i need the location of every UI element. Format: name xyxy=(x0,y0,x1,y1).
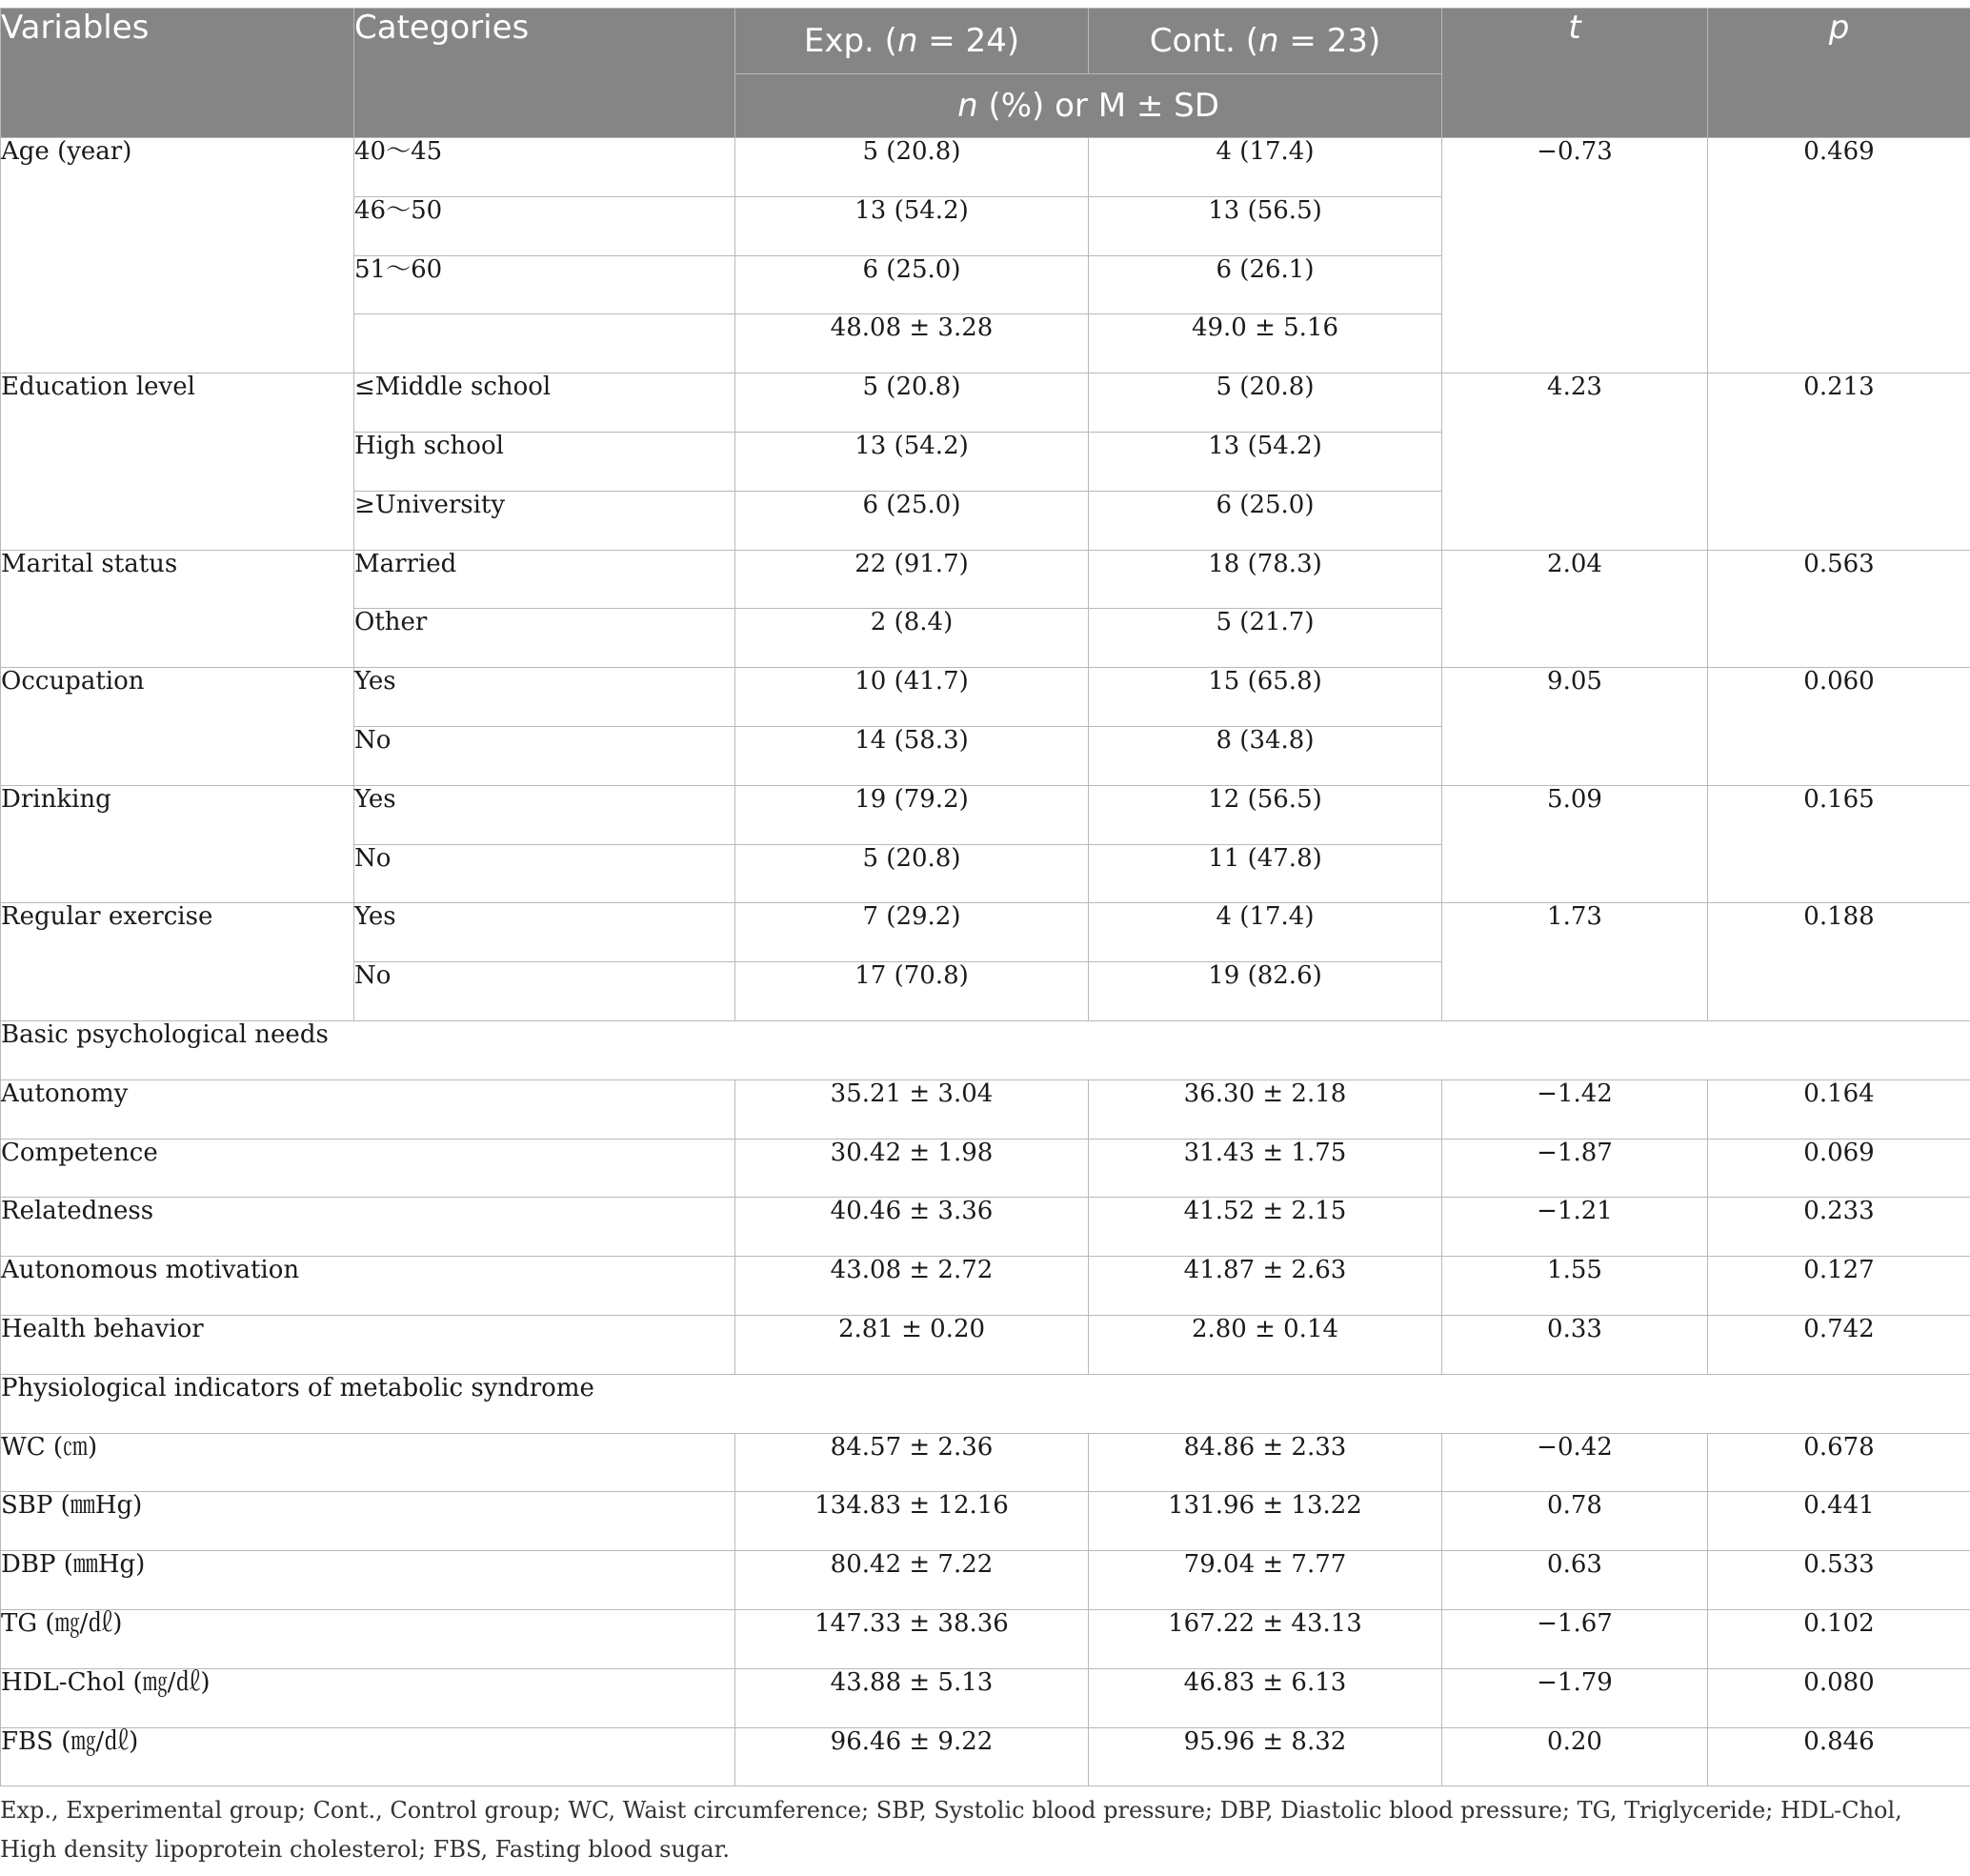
category-cell: No xyxy=(354,962,735,1021)
exp-cell: 5 (20.8) xyxy=(735,373,1089,433)
exp-cell: 13 (54.2) xyxy=(735,196,1089,255)
t-cell: −1.42 xyxy=(1442,1079,1708,1139)
p-cell: 0.127 xyxy=(1708,1257,1970,1316)
cont-cell: 11 (47.8) xyxy=(1089,844,1442,903)
cont-cell: 4 (17.4) xyxy=(1089,903,1442,962)
exp-cell: 80.42 ± 7.22 xyxy=(735,1551,1089,1610)
measure-label: TG (㎎/㎗) xyxy=(1,1609,735,1668)
cont-cell: 6 (25.0) xyxy=(1089,491,1442,550)
cont-cell: 5 (20.8) xyxy=(1089,373,1442,433)
section-heading: Basic psychological needs xyxy=(1,1020,1970,1079)
exp-cell: 19 (79.2) xyxy=(735,785,1089,844)
t-cell: −1.21 xyxy=(1442,1198,1708,1257)
t-cell: 2.04 xyxy=(1442,550,1708,668)
exp-cell: 13 (54.2) xyxy=(735,432,1089,491)
p-cell: 0.080 xyxy=(1708,1668,1970,1727)
cont-cell: 41.52 ± 2.15 xyxy=(1089,1198,1442,1257)
exp-cell: 96.46 ± 9.22 xyxy=(735,1727,1089,1786)
header-cont: Cont. (n = 23) xyxy=(1089,9,1442,74)
cont-cell: 167.22 ± 43.13 xyxy=(1089,1609,1442,1668)
header-categories: Categories xyxy=(354,9,735,138)
header-t: t xyxy=(1442,9,1708,138)
category-cell: 51～60 xyxy=(354,255,735,314)
measure-label: Competence xyxy=(1,1139,735,1198)
exp-cell: 6 (25.0) xyxy=(735,255,1089,314)
exp-cell: 84.57 ± 2.36 xyxy=(735,1433,1089,1492)
exp-cell: 5 (20.8) xyxy=(735,138,1089,197)
cont-cell: 84.86 ± 2.33 xyxy=(1089,1433,1442,1492)
category-cell: High school xyxy=(354,432,735,491)
characteristics-table xyxy=(0,8,1970,1786)
t-cell: 9.05 xyxy=(1442,668,1708,786)
p-cell: 0.164 xyxy=(1708,1079,1970,1139)
p-cell: 0.069 xyxy=(1708,1139,1970,1198)
measure-label: HDL-Chol (㎎/㎗) xyxy=(1,1668,735,1727)
cont-cell: 19 (82.6) xyxy=(1089,962,1442,1021)
table-container xyxy=(0,8,1970,1786)
exp-cell: 35.21 ± 3.04 xyxy=(735,1079,1089,1139)
header-p: p xyxy=(1708,9,1970,138)
exp-cell: 14 (58.3) xyxy=(735,726,1089,785)
table-row xyxy=(1,903,1970,962)
measure-label: DBP (㎜Hg) xyxy=(1,1551,735,1610)
cont-cell: 8 (34.8) xyxy=(1089,726,1442,785)
p-cell: 0.165 xyxy=(1708,785,1970,903)
cont-cell: 12 (56.5) xyxy=(1089,785,1442,844)
exp-cell: 2 (8.4) xyxy=(735,609,1089,668)
table-header xyxy=(1,9,1970,138)
cont-cell: 79.04 ± 7.77 xyxy=(1089,1551,1442,1610)
exp-cell: 6 (25.0) xyxy=(735,491,1089,550)
cont-cell: 15 (65.8) xyxy=(1089,668,1442,727)
t-cell: 0.63 xyxy=(1442,1551,1708,1610)
cont-cell: 13 (54.2) xyxy=(1089,432,1442,491)
measure-label: Health behavior xyxy=(1,1315,735,1374)
exp-cell: 40.46 ± 3.36 xyxy=(735,1198,1089,1257)
t-cell: 0.33 xyxy=(1442,1315,1708,1374)
table-row xyxy=(1,1433,1970,1492)
category-cell: Yes xyxy=(354,785,735,844)
p-cell: 0.233 xyxy=(1708,1198,1970,1257)
table-row xyxy=(1,1609,1970,1668)
exp-cell: 43.08 ± 2.72 xyxy=(735,1257,1089,1316)
t-cell: −1.67 xyxy=(1442,1609,1708,1668)
section-row xyxy=(1,1020,1970,1079)
cont-cell: 4 (17.4) xyxy=(1089,138,1442,197)
cont-cell: 95.96 ± 8.32 xyxy=(1089,1727,1442,1786)
exp-cell: 43.88 ± 5.13 xyxy=(735,1668,1089,1727)
table-row xyxy=(1,1257,1970,1316)
exp-cell: 7 (29.2) xyxy=(735,903,1089,962)
p-cell: 0.742 xyxy=(1708,1315,1970,1374)
exp-cell: 2.81 ± 0.20 xyxy=(735,1315,1089,1374)
exp-cell: 48.08 ± 3.28 xyxy=(735,314,1089,373)
table-footnote: Exp., Experimental group; Cont., Control group; WC, Waist circumference; SBP, Systolic blood pressure; DBP, Diastolic blood pressure; TG, Triglyceride; HDL-Chol, High density lipoprotein cholesterol; FBS, Fasting blood sugar. xyxy=(0,1797,1902,1863)
p-cell: 0.188 xyxy=(1708,903,1970,1021)
cont-cell: 6 (26.1) xyxy=(1089,255,1442,314)
table-row xyxy=(1,1727,1970,1786)
variable-cell: Education level xyxy=(1,373,354,550)
exp-cell: 17 (70.8) xyxy=(735,962,1089,1021)
measure-label: FBS (㎎/㎗) xyxy=(1,1727,735,1786)
exp-cell: 30.42 ± 1.98 xyxy=(735,1139,1089,1198)
table-row xyxy=(1,1315,1970,1374)
variable-cell: Drinking xyxy=(1,785,354,903)
cont-cell: 2.80 ± 0.14 xyxy=(1089,1315,1442,1374)
cont-cell: 131.96 ± 13.22 xyxy=(1089,1492,1442,1551)
table-row xyxy=(1,1668,1970,1727)
variable-cell: Regular exercise xyxy=(1,903,354,1021)
table-row xyxy=(1,785,1970,844)
header-variables: Variables xyxy=(1,9,354,138)
p-cell: 0.213 xyxy=(1708,373,1970,550)
t-cell: 4.23 xyxy=(1442,373,1708,550)
t-cell: 1.73 xyxy=(1442,903,1708,1021)
p-cell: 0.469 xyxy=(1708,138,1970,373)
t-cell: 0.78 xyxy=(1442,1492,1708,1551)
header-stat-type: n (%) or M ± SD xyxy=(735,74,1442,138)
section-heading: Physiological indicators of metabolic syndrome xyxy=(1,1374,1970,1433)
t-cell: 0.20 xyxy=(1442,1727,1708,1786)
p-cell: 0.563 xyxy=(1708,550,1970,668)
cont-cell: 41.87 ± 2.63 xyxy=(1089,1257,1442,1316)
exp-cell: 5 (20.8) xyxy=(735,844,1089,903)
table-row xyxy=(1,668,1970,727)
exp-cell: 22 (91.7) xyxy=(735,550,1089,609)
cont-cell: 49.0 ± 5.16 xyxy=(1089,314,1442,373)
cont-cell: 36.30 ± 2.18 xyxy=(1089,1079,1442,1139)
measure-label: Autonomy xyxy=(1,1079,735,1139)
t-cell: −0.42 xyxy=(1442,1433,1708,1492)
measure-label: Relatedness xyxy=(1,1198,735,1257)
variable-cell: Age (year) xyxy=(1,138,354,373)
category-cell xyxy=(354,314,735,373)
p-cell: 0.533 xyxy=(1708,1551,1970,1610)
category-cell: Yes xyxy=(354,668,735,727)
exp-cell: 147.33 ± 38.36 xyxy=(735,1609,1089,1668)
cont-cell: 46.83 ± 6.13 xyxy=(1089,1668,1442,1727)
table-row xyxy=(1,1079,1970,1139)
p-cell: 0.102 xyxy=(1708,1609,1970,1668)
t-cell: 1.55 xyxy=(1442,1257,1708,1316)
t-cell: −0.73 xyxy=(1442,138,1708,373)
header-exp: Exp. (n = 24) xyxy=(735,9,1089,74)
t-cell: −1.79 xyxy=(1442,1668,1708,1727)
category-cell: Yes xyxy=(354,903,735,962)
exp-cell: 134.83 ± 12.16 xyxy=(735,1492,1089,1551)
measure-label: WC (㎝) xyxy=(1,1433,735,1492)
table-row xyxy=(1,138,1970,197)
table-row xyxy=(1,373,1970,433)
table-row xyxy=(1,1492,1970,1551)
p-cell: 0.678 xyxy=(1708,1433,1970,1492)
cont-cell: 5 (21.7) xyxy=(1089,609,1442,668)
cont-cell: 18 (78.3) xyxy=(1089,550,1442,609)
category-cell: 40～45 xyxy=(354,138,735,197)
category-cell: No xyxy=(354,844,735,903)
t-cell: −1.87 xyxy=(1442,1139,1708,1198)
category-cell: Other xyxy=(354,609,735,668)
p-cell: 0.846 xyxy=(1708,1727,1970,1786)
p-cell: 0.060 xyxy=(1708,668,1970,786)
category-cell: ≥University xyxy=(354,491,735,550)
category-cell: No xyxy=(354,726,735,785)
category-cell: Married xyxy=(354,550,735,609)
category-cell: 46～50 xyxy=(354,196,735,255)
measure-label: Autonomous motivation xyxy=(1,1257,735,1316)
table-row xyxy=(1,1139,1970,1198)
section-row xyxy=(1,1374,1970,1433)
table-row xyxy=(1,1551,1970,1610)
table-row xyxy=(1,1198,1970,1257)
table-row xyxy=(1,550,1970,609)
cont-cell: 31.43 ± 1.75 xyxy=(1089,1139,1442,1198)
variable-cell: Occupation xyxy=(1,668,354,786)
measure-label: SBP (㎜Hg) xyxy=(1,1492,735,1551)
category-cell: ≤Middle school xyxy=(354,373,735,433)
variable-cell: Marital status xyxy=(1,550,354,668)
t-cell: 5.09 xyxy=(1442,785,1708,903)
table-body xyxy=(1,138,1970,1786)
p-cell: 0.441 xyxy=(1708,1492,1970,1551)
cont-cell: 13 (56.5) xyxy=(1089,196,1442,255)
exp-cell: 10 (41.7) xyxy=(735,668,1089,727)
